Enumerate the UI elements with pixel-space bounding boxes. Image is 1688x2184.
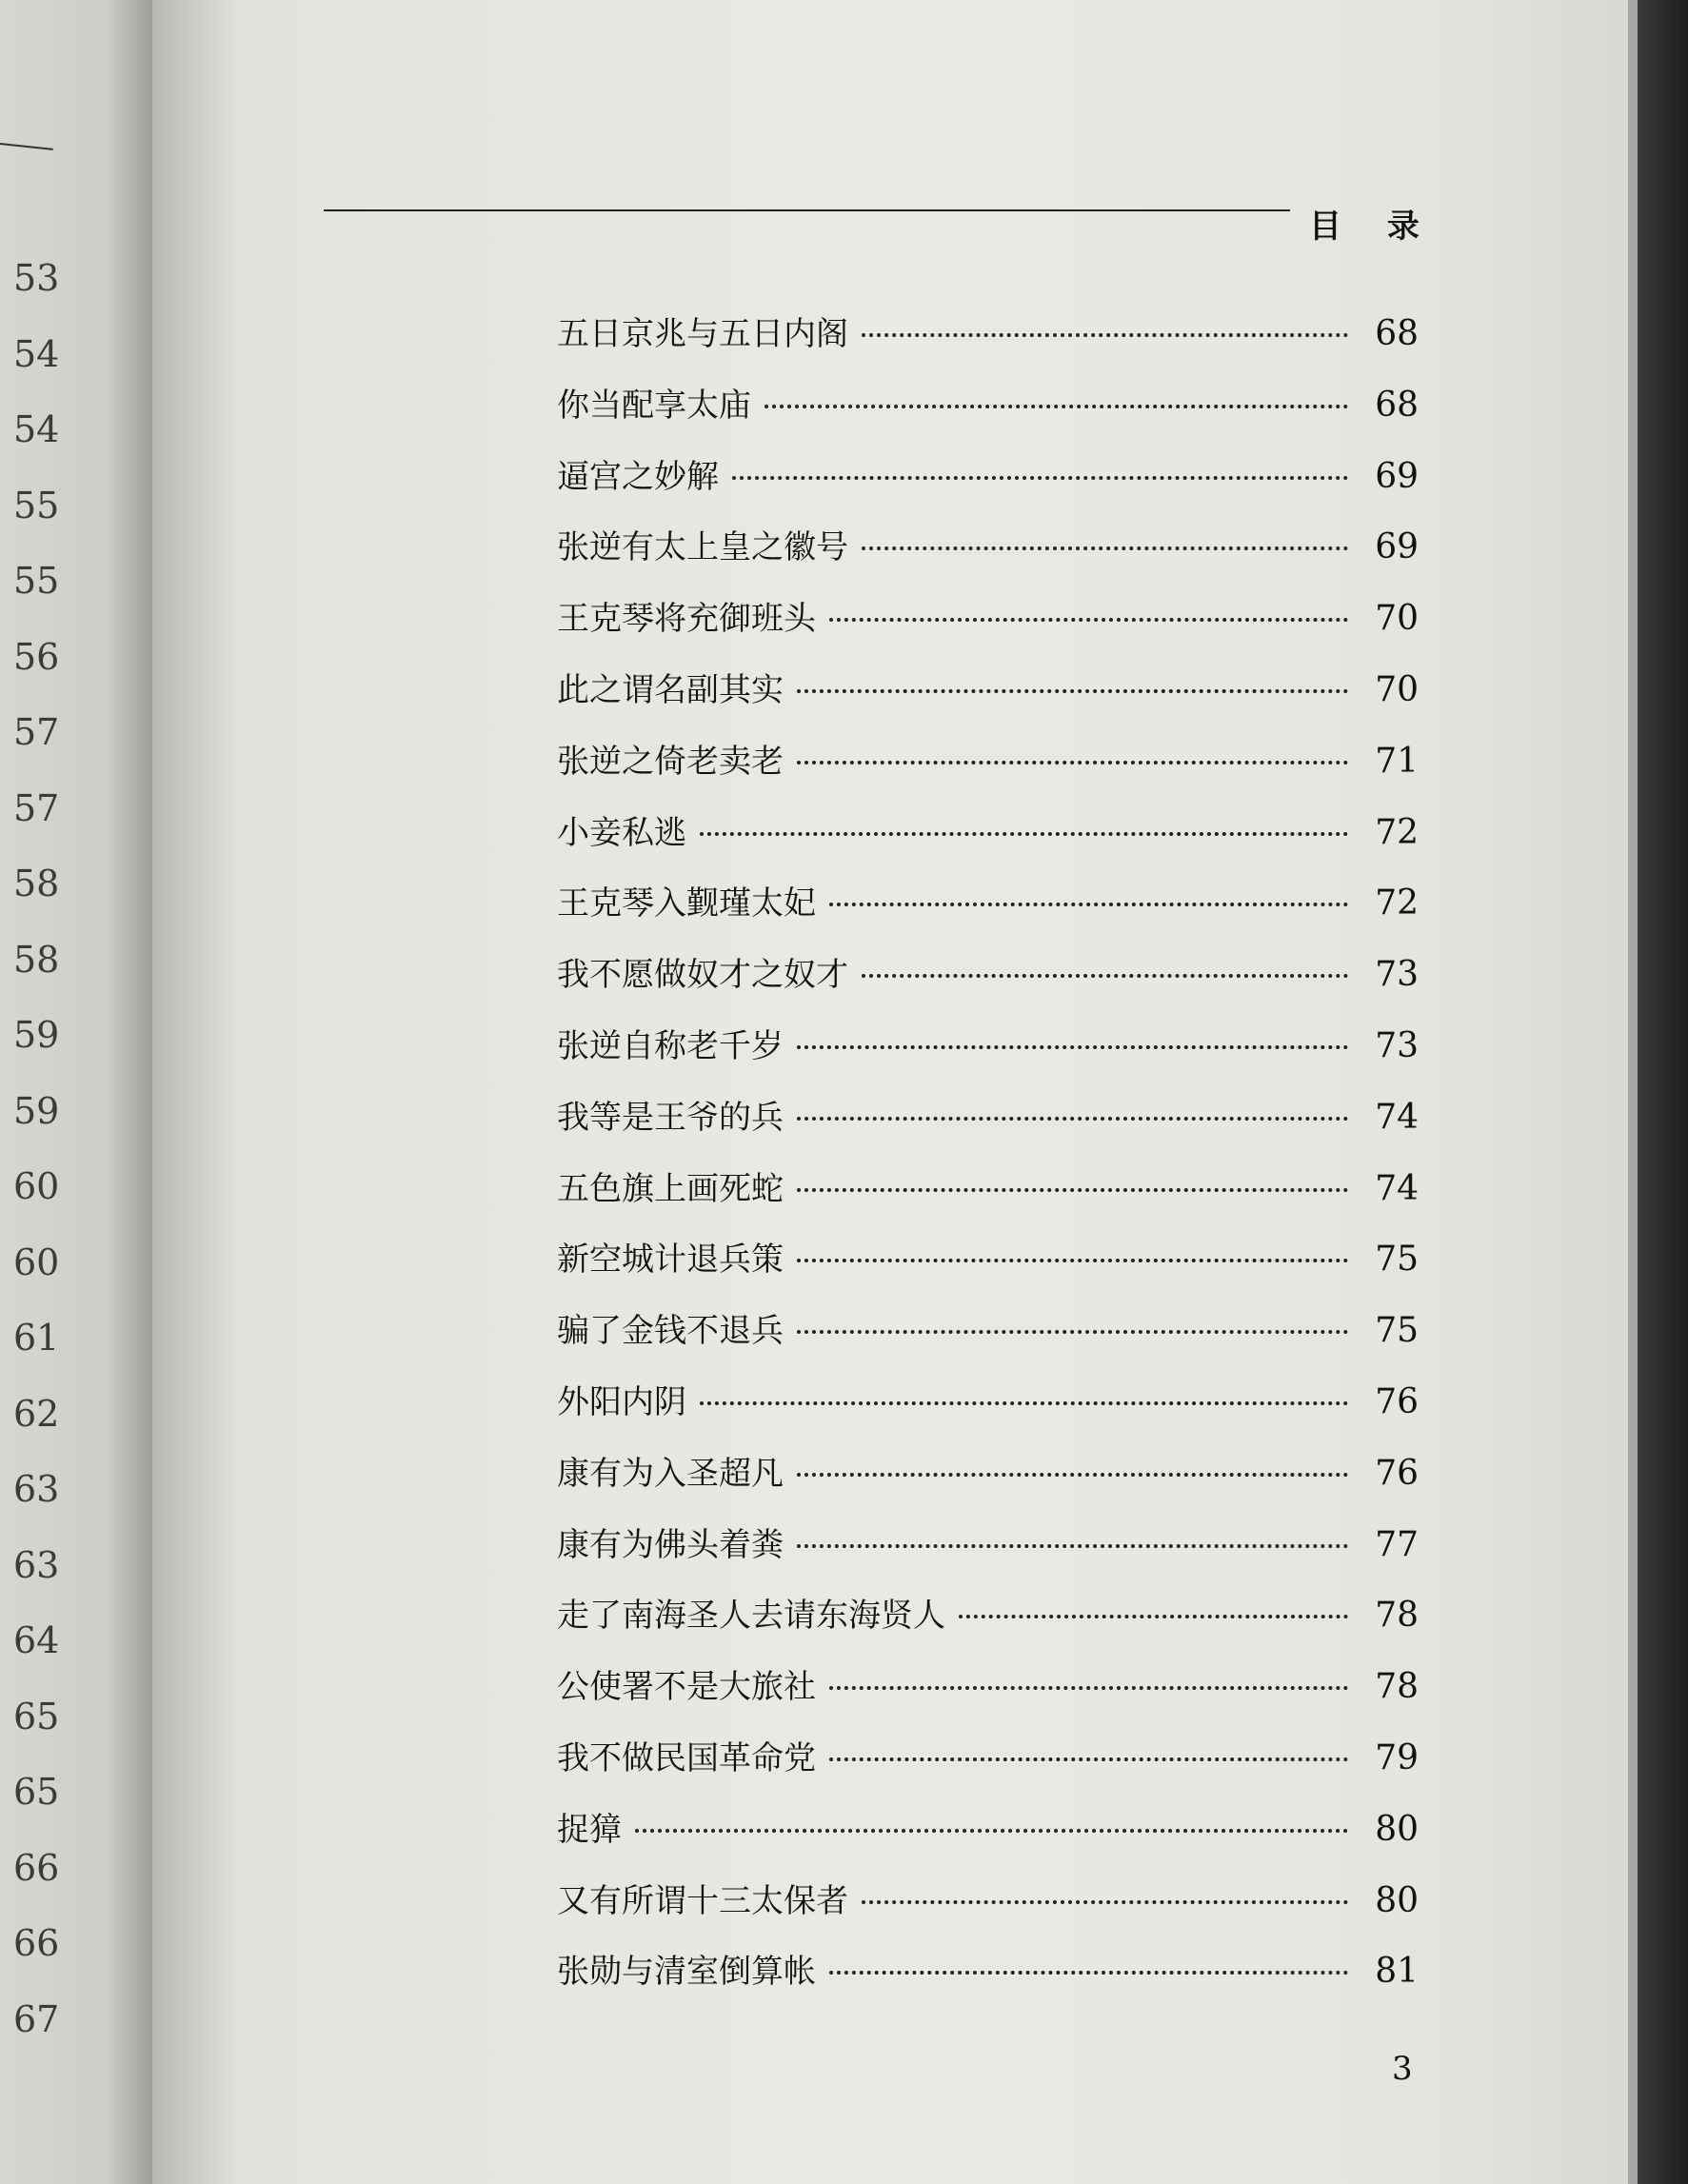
toc-entry-page: 71 [1375,741,1419,781]
toc-entry[interactable] [557,1519,1419,1576]
page-title: 目 录 [1309,208,1437,246]
toc-leader-dots [959,1615,1348,1618]
left-page-number: 54 [13,408,60,450]
left-page-number: 54 [13,332,60,375]
toc-entry-title: 此之谓名副其实 [557,671,784,709]
toc-entry-title: 走了南海圣人去请东海贤人 [557,1597,945,1636]
page-edge [1628,0,1638,2184]
toc-entry-title: 张逆自称老千岁 [557,1027,784,1065]
toc-entry-page: 76 [1375,1382,1419,1421]
toc-leader-dots [829,1686,1348,1690]
toc-entry[interactable] [557,664,1419,721]
toc-entry-page: 78 [1375,1667,1419,1707]
left-page-number: 57 [13,786,60,829]
toc-leader-dots [797,1544,1348,1548]
toc-entry[interactable] [557,1376,1419,1433]
left-page-number: 66 [13,1846,60,1889]
left-page-number: 58 [13,938,60,981]
left-page-number: 65 [13,1695,60,1737]
left-page-number: 61 [13,1317,60,1359]
toc-entry-title: 我不做民国革命党 [557,1739,816,1777]
toc-leader-dots [797,689,1348,693]
toc-entry-page: 74 [1375,1097,1419,1137]
toc-entry-page: 80 [1375,1880,1419,1920]
toc-leader-dots [862,333,1348,337]
left-page-number: 60 [13,1241,60,1283]
toc-entry-title: 你当配享太庙 [557,386,751,425]
toc-entry-title: 捉獐 [557,1810,622,1849]
left-page-number: 55 [13,484,60,526]
left-page-number: 59 [13,1089,60,1132]
left-page-number: 64 [13,1619,60,1661]
toc-leader-dots [829,903,1348,906]
toc-entry-page: 80 [1375,1809,1419,1849]
toc-entry[interactable] [557,735,1419,792]
toc-entry[interactable] [557,521,1419,578]
left-page-number: 57 [13,711,60,753]
toc-entry-title: 张逆有太上皇之徽号 [557,528,848,567]
toc-entry[interactable] [557,1660,1419,1717]
toc-entry-page: 70 [1375,599,1419,639]
left-page-number: 65 [13,1771,60,1813]
toc-entry-page: 73 [1375,955,1419,995]
toc-entry[interactable] [557,806,1419,864]
toc-entry-page: 75 [1375,1240,1419,1280]
toc-leader-dots [797,761,1348,764]
toc-entry-title: 小妾私逃 [557,813,686,852]
toc-entry-title: 我不愿做奴才之奴才 [557,956,848,995]
left-page-number: 56 [13,635,60,678]
toc-entry-page: 75 [1375,1311,1419,1351]
left-page-number: 63 [13,1468,60,1510]
toc-entry-page: 72 [1375,812,1419,852]
toc-entry-title: 公使署不是大旅社 [557,1668,816,1707]
toc-entry-page: 77 [1375,1524,1419,1564]
left-page-number: 67 [13,1997,60,2040]
toc-entry[interactable] [557,1162,1419,1220]
book-cover-edge [1638,0,1688,2184]
toc-leader-dots [797,1117,1348,1121]
toc-entry[interactable] [557,1091,1419,1148]
header-rule [324,209,1290,211]
toc-leader-dots [765,405,1348,408]
toc-entry[interactable] [557,379,1419,436]
toc-entry-title: 康有为佛头着粪 [557,1525,784,1564]
toc-entry[interactable] [557,1945,1419,2002]
toc-entry[interactable] [557,1304,1419,1361]
left-page-number: 58 [13,863,60,904]
toc-entry-title: 我等是王爷的兵 [557,1098,784,1137]
toc-leader-dots [862,546,1348,550]
toc-leader-dots [732,476,1348,480]
toc-leader-dots [797,1330,1348,1334]
toc-entry-title: 康有为入圣超凡 [557,1454,784,1493]
toc-entry-page: 68 [1375,314,1419,353]
toc-entry-page: 69 [1375,456,1419,496]
page-number: 3 [1392,2050,1413,2088]
toc-entry-page: 69 [1375,527,1419,567]
toc-entry-page: 76 [1375,1453,1419,1493]
toc-entry-page: 68 [1375,385,1419,425]
toc-entry[interactable] [557,1803,1419,1860]
toc-leader-dots [700,832,1348,836]
left-page-number: 62 [13,1392,60,1435]
left-page [0,0,152,2184]
toc-entry[interactable] [557,592,1419,649]
toc-entry[interactable] [557,1875,1419,1932]
toc-entry-title: 王克琴将充御班头 [557,600,816,639]
toc-leader-dots [862,974,1348,978]
left-page-number: 55 [13,560,60,602]
toc-leader-dots [700,1401,1348,1405]
toc-entry-title: 外阳内阴 [557,1383,686,1421]
toc-leader-dots [862,1900,1348,1904]
toc-entry-title: 王克琴入觐瑾太妃 [557,884,816,923]
toc-entry-page: 73 [1375,1026,1419,1065]
toc-entry[interactable] [557,1233,1419,1290]
toc-leader-dots [829,1757,1348,1761]
toc-leader-dots [797,1473,1348,1477]
toc-entry-page: 72 [1375,884,1419,923]
toc-leader-dots [797,1188,1348,1192]
toc-entry[interactable] [557,1447,1419,1504]
toc-leader-dots [635,1829,1348,1833]
toc-entry[interactable] [557,450,1419,507]
toc-entry-page: 78 [1375,1596,1419,1636]
left-page-number: 63 [13,1543,60,1586]
toc-entry-title: 骗了金钱不退兵 [557,1312,784,1351]
toc-entry[interactable] [557,308,1419,365]
left-page-number: 66 [13,1922,60,1964]
toc-entry-title: 张勋与清室倒算帐 [557,1953,816,1992]
left-page-number: 53 [13,257,60,299]
toc-entry[interactable] [557,948,1419,1005]
left-page-rule [0,143,53,150]
toc-entry-title: 逼宫之妙解 [557,457,719,496]
toc-entry[interactable] [557,1732,1419,1789]
toc-leader-dots [829,618,1348,622]
toc-entry[interactable] [557,1589,1419,1646]
toc-entry-page: 79 [1375,1738,1419,1777]
toc-entry-title: 五色旗上画死蛇 [557,1169,784,1208]
toc-leader-dots [797,1259,1348,1262]
toc-entry-title: 五日京兆与五日内阁 [557,315,848,353]
toc-leader-dots [829,1971,1348,1975]
toc-entry-page: 74 [1375,1168,1419,1208]
toc-entry-title: 张逆之倚老卖老 [557,742,784,781]
left-page-number: 59 [13,1014,60,1056]
toc-entry-page: 81 [1375,1952,1419,1992]
toc-entry-title: 又有所谓十三太保者 [557,1881,848,1920]
toc-entry[interactable] [557,877,1419,934]
left-page-number: 60 [13,1165,60,1207]
toc-entry[interactable] [557,1020,1419,1077]
toc-entry-title: 新空城计退兵策 [557,1241,784,1280]
toc-leader-dots [797,1045,1348,1049]
toc-entry-page: 70 [1375,670,1419,709]
